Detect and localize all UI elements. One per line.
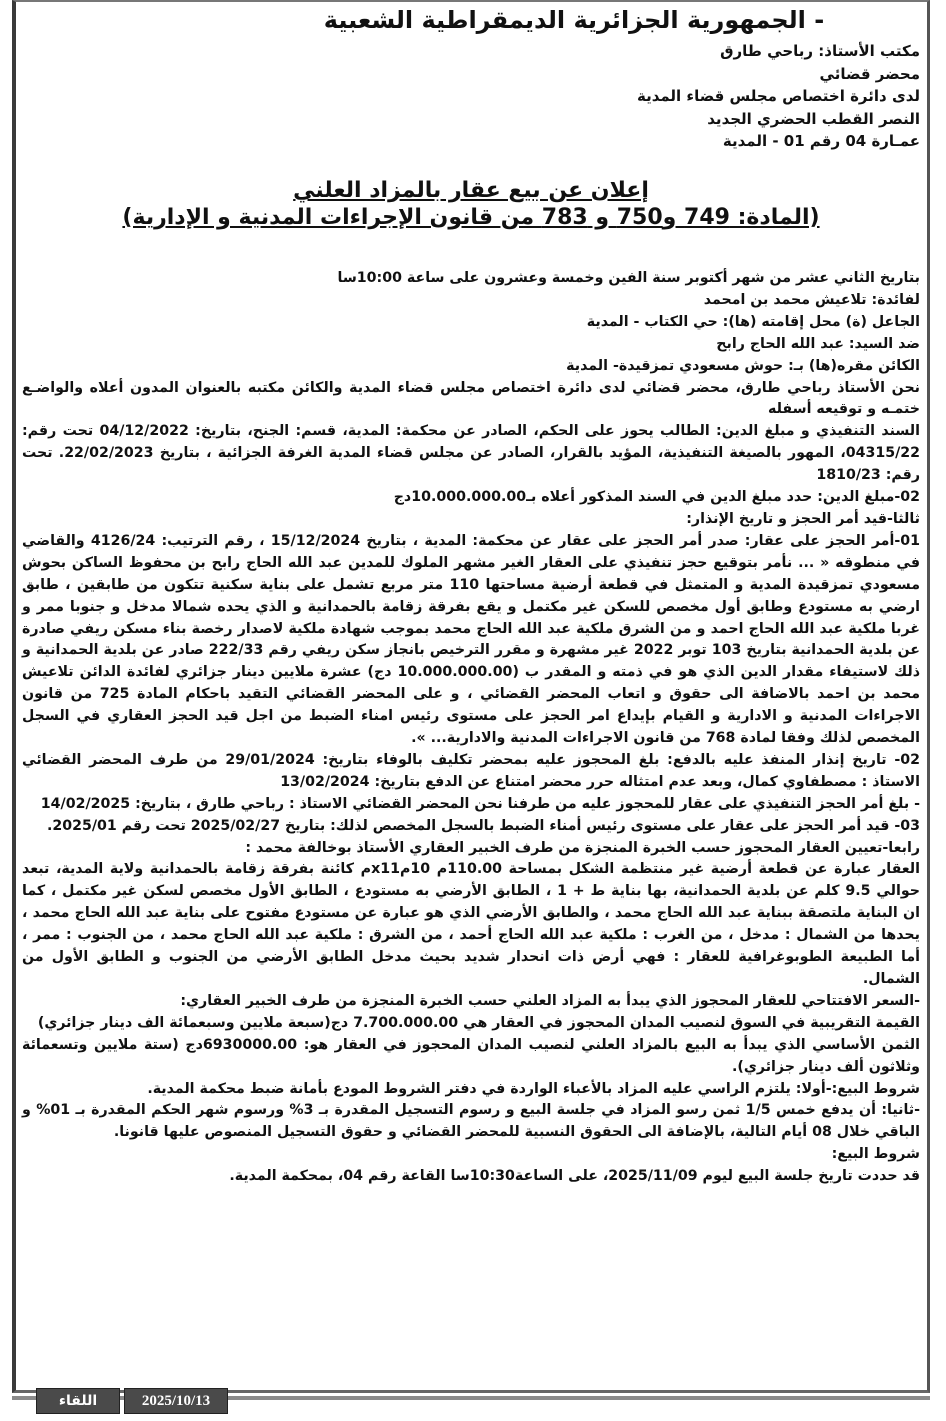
debt-amount: 02-مبلغ الدين: حدد مبلغ الدين في السند المذكور أعلاه بـ10.000.000.00دج: [393, 489, 920, 506]
seizure-registration: 03- قيد أمر الحجز على عقار على مستوى رئيس أمناء الضبط بالسجل المخصص لذلك: بتاريخ 2025/02/27 تحت رقم 2025/01.: [46, 817, 920, 834]
office-line: مكتب الأستاذ: رباحي طارق: [720, 42, 920, 60]
beneficiary-address: الجاعل (ة) محل إقامته (ها): حي الكتاب - المدية: [586, 313, 920, 330]
seizure-order: 01-أمر الحجز على عقار: صدر أمر الحجز على عقار عن محكمة: المدية ، بتاريخ 15/12/2024 ، رقم الترتيب: 4126/24 والقاضي في منطوقه « ... نأمر بتوقيع حجز تنفيذي على العقار الغير مشهر الملوك للمدين عبد الله الحاج رابح بن محفوظ الساكن بحوش مسعودي تمزقيدة المدية و المتمثل في قطعة أرضية مساحتها 110 متر مربع تشمل على بناية سكنية تتكون من طابقين ، طابق ارضي به مستودع وطابق أول مخصص للسكن غير مكتمل و يقع بفرقة زقامة بالحمدانية و الذي يحده شمالا مدخل و جنوبا ممر و غربا ملكية عبد الله الحاج احمد و من الشرق ملكية عبد الله الحاج محمد بموجب شهادة ملكية لاصدار رخصة بناء مسكن ريفي صادرة عن بلدية الحمدانية بتاريخ 103 توبر 2022 غير مشهرة و مقرر الترخيص بانجاز سكن ريفي رقم 222/33 صادر عن بلدية الحمدانية و ذلك لاستيفاء مقدار الدين الذي هو في ذمته و المقدر ب (10.000.000.00 دج) عشرة ملايين دينار جزائري لفائدة الدائن تلاعيش محمد بن احمد بالاضافة الى حقوق و اتعاب المحضر القضائي ، و على المحضر القضائي التقيد باحكام المادة 725 من قانون الاجراءات المدنية و الادارية و القيام بإيداع امر الحجز على مستوى رئيس امناء الضبط من اجل قيد الحجز العقاري في السجل المخصص لذلك وفقا لمادة 768 من قانون الاجراءات المدنية والادارية... ».: [22, 532, 920, 747]
opening-price-heading: -السعر الافتتاحي للعقار المحجوز الذي يبدأ به المزاد العلني حسب الخبرة المنجزة من طرف الخبير العقاري:: [180, 992, 920, 1009]
property-description: العقار عبارة عن قطعة أرضية غير منتظمة الشكل بمساحة 110.00م 10مx11م كائنة بفرقة زقامة بالحمدانية ولاية المدية، تبعد حوالي 9.5 كلم عن بلدية الحمدانية، بها بناية ط + 1 ، الطابق الأرضي به مستودع ، الطابق الأول مخصص لسكن غير مكتمل ، كما ان البناية ملتصقة ببناية عبد الله الحاج محمد ، والطابق الأرضي الذي هو عبارة عن مستودع مفتوح على بناية عبد الله الحاج محمد ، يحدها من الشمال : مدخل ، من الغرب : ملكية عبد الله الحاج أحمد ، من الشرق : ملكية عبد الله الحاج محمد ، من الجنوب : ممر ، أما الطبيعة الطوبوغرافية للعقار : فهي أرض ذات انحدار شديد بحيث مدخل الطابق الأرضي من الجنوب و الطابق الأول من الشمال.: [22, 861, 921, 987]
enforcement-title: السند التنفيذي و مبلغ الدين: الطالب يحوز على الحكم، الصادر عن محكمة: المدية، قسم: الجنح، بتاريخ: 04/12/2022 تحت رقم: 04315/22، المهور بالصيغة التنفيذية، المؤيد بالقرار، الصادر عن مجلس قضاء المدية الغرفة الجزائية ، بتاريخ 22/02/2023. تحت رقم: 1810/23: [22, 423, 921, 484]
office-line: النصر القطب الحضري الجديد: [707, 109, 920, 128]
office-line: عمـارة 04 رقم 01 - المدية: [722, 132, 920, 150]
base-price: الثمن الأساسي الذي يبدأ به البيع بالمزاد العلني لنصيب المدان المحجوز في العقار هو: 6930000.00دج (ستة ملايين وتسعمائة وثلاثون ألف دينار جزائري).: [22, 1036, 920, 1075]
publication-date-badge: 2025/10/13: [124, 1388, 228, 1414]
sale-conditions-heading: شروط البيع:: [831, 1146, 920, 1163]
debtor-line: ضد السيد: عبد الله الحاج رابح: [716, 335, 920, 352]
debtor-address: الكائن مقره(ها) بـ: حوش مسعودي تمزقيدة- المدية: [566, 357, 920, 374]
republic-heading: - الجمهورية الجزائرية الديمقراطية الشعبية: [323, 6, 825, 34]
sale-condition-one: شروط البيع:-أولا: يلتزم الراسي عليه المزاد بالأعباء الواردة في دفتر الشروط المودع بأمانة ضبط محكمة المدية.: [147, 1080, 920, 1097]
bailiff-statement: نحن الأستاذ رباحي طارق، محضر قضائي لدى دائرة اختصاص مجلس قضاء المدية والكائن مكتبه بالعنوان المدون أعلاه والواضـع ختمـه و توقيعه أسفله: [22, 379, 920, 418]
market-value: القيمة التقريبية في السوق لنصيب المدان المحجوز في العقار هي 7.700.000.00 دج(سبعة ملايين وسبعمائة الف دينار جزائري): [37, 1014, 920, 1031]
title-main: إعلان عن بيع عقار بالمزاد العلني: [293, 178, 649, 203]
office-line: محضر قضائي: [819, 64, 920, 83]
notice-body: [22, 268, 920, 1188]
payment-notice: 02- تاريخ إنذار المنفذ عليه بالدفع: بلغ المحجوز عليه بمحضر تكليف بالوفاء بتاريخ: 29/01/2024 من طرف المحضر القضائي الاستاذ : مصطفاوي كمال، وبعد عدم امتثاله حرر محضر امتناع عن الدفع بتاريخ: 13/02/2024: [22, 751, 920, 790]
bailiff-office-block: [637, 40, 920, 153]
section-three-heading: ثالثا-قيد أمر الحجز و تاريخ الإنذار:: [686, 510, 920, 527]
section-four-heading: رابعا-تعيين العقار المحجوز حسب الخبرة المنجزة من طرف الخبير العقاري الأستاذ بوخالفة محمد :: [245, 839, 920, 856]
sale-condition-two: -ثانيا: أن يدفع خمس 1/5 ثمن رسو المزاد في جلسة البيع و رسوم التسجيل المقدرة بـ 3% ورسوم شهر الحكم المقدرة بـ 01% و الباقي خلال 08 أيام التالية، بالإضافة الى الحقوق النسبية للمحضر القضائي و حقوق التسجيل المنصوص عليها قانونا.: [22, 1102, 921, 1141]
seizure-notification: - بلغ أمر الحجز التنفيذي على عقار للمحجوز عليه من طرفنا نحن المحضر القضائي الاستاذ : رباحي طارق ، بتاريخ: 14/02/2025: [40, 795, 920, 812]
title-legal-articles: (المادة: 749 و750 و 783 من قانون الإجراءات المدنية و الإدارية): [122, 205, 820, 230]
beneficiary-line: لفائدة: تلاعيش محمد بن امحمد: [703, 291, 920, 308]
publication-name-badge: اللقاء: [36, 1388, 120, 1414]
notice-title: [18, 178, 924, 232]
office-line: لدى دائرة اختصاص مجلس قضاء المدية: [636, 87, 920, 105]
date-line: بتاريخ الثاني عشر من شهر أكتوبر سنة الفين وخمسة وعشرون على ساعة 10:00سا: [337, 270, 920, 286]
auction-session: قد حددت تاريخ جلسة البيع ليوم 2025/11/09، على الساعة10:30سا القاعة رقم 04، بمحكمة المدية.: [229, 1168, 920, 1185]
